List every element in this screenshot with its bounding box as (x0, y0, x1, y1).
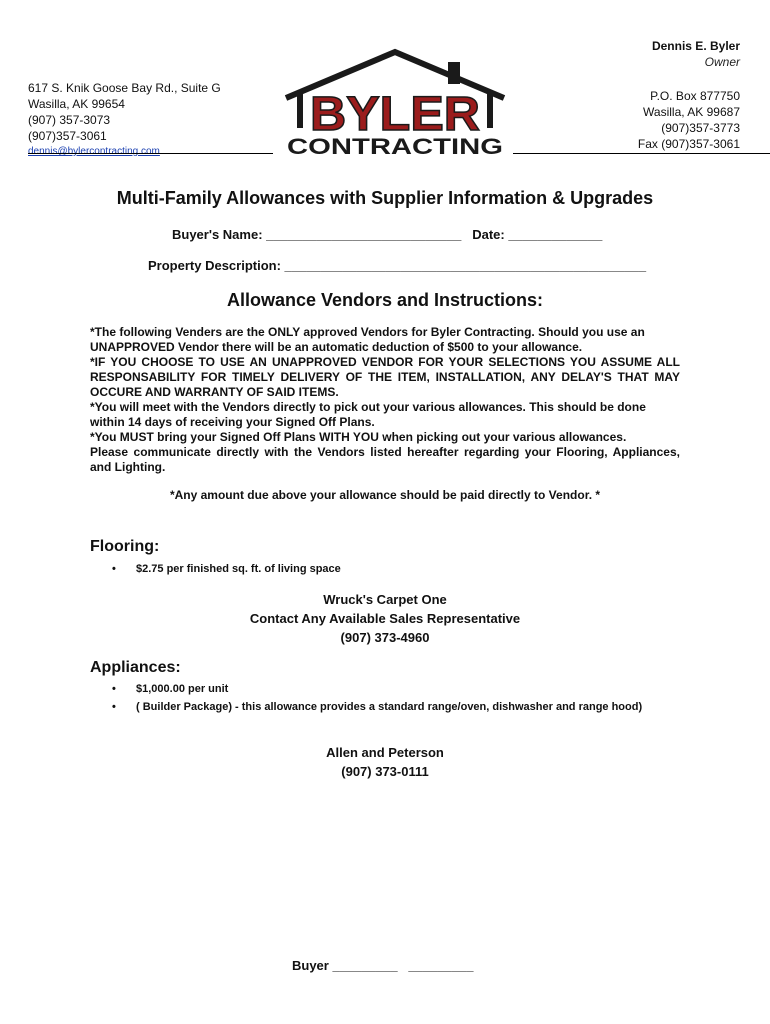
instruction-paragraph: *You will meet with the Vendors directly to pick out your various allowances. This should be done within 14 days of receiving your Signed Off Plans. (90, 400, 646, 429)
email-link[interactable]: dennis@bylercontracting.com (28, 146, 160, 157)
list-item (112, 560, 341, 578)
logo-contracting-text: CONTRACTING (287, 134, 503, 158)
header-divider-right (513, 153, 770, 154)
city-address: Wasilla, AK 99654 (28, 97, 125, 111)
owner-title: Owner (704, 55, 740, 69)
property-description-field[interactable]: __________________________________________________ (284, 258, 647, 273)
flooring-allowance-text: $2.75 per finished sq. ft. of living space (136, 563, 341, 575)
appliance-package-text: ( Builder Package) - this allowance provides a standard range/oven, dishwasher and range hood) (136, 701, 643, 713)
buyer-signature-label: Buyer (292, 958, 329, 973)
po-phone: (907)357-3773 (661, 121, 740, 135)
street-address: 617 S. Knik Goose Bay Rd., Suite G (28, 81, 221, 95)
appliances-bullets (112, 680, 642, 716)
appliance-allowance-text: $1,000.00 per unit (136, 683, 229, 695)
right-contact-block (638, 88, 740, 152)
chimney (448, 62, 460, 84)
instruction-paragraph: *IF YOU CHOOSE TO USE AN UNAPPROVED VENDOR FOR YOUR SELECTIONS YOU ASSUME ALL RESPONSABILITY FOR TIMELY DELIVERY OF THE ITEM, INSTALLATION, ANY DELAY'S THAT MAY OCCURE AND WARRANTY OF SAID ITEMS. (90, 355, 680, 399)
instructions-heading: Allowance Vendors and Instructions: (226, 290, 544, 310)
owner-block (652, 38, 740, 70)
vendor-contact: Contact Any Available Sales Representative (249, 611, 521, 626)
list-item (112, 698, 642, 716)
appliances-heading: Appliances: (90, 659, 181, 676)
buyer-initials-field[interactable]: _________ (408, 958, 474, 973)
po-fax: Fax (907)357-3061 (637, 137, 740, 151)
vendor-name: Wruck's Carpet One (323, 592, 447, 607)
instructions-body (90, 325, 680, 475)
vendor-phone: (907) 373-0111 (341, 764, 429, 779)
flooring-heading: Flooring: (90, 538, 160, 555)
buyer-name-label: Buyer's Name: (172, 227, 263, 242)
property-description-label: Property Description: (148, 258, 281, 273)
buyer-signature-line (292, 958, 473, 973)
vendor-phone: (907) 373-4960 (340, 630, 430, 645)
buyer-signature-field[interactable]: _________ (332, 958, 398, 973)
byler-contracting-logo (280, 48, 510, 158)
logo-byler-text: BYLER (310, 88, 480, 141)
buyer-date-line (172, 227, 602, 242)
flooring-vendor (0, 590, 770, 647)
fax-number: (907)357-3061 (28, 129, 107, 143)
property-description-line (148, 258, 646, 273)
vendor-name: Allen and Peterson (326, 745, 444, 760)
buyer-name-field[interactable]: ___________________________ (266, 227, 462, 242)
instruction-paragraph: Please communicate directly with the Vendors listed hereafter regarding your Flooring, Appliances, and Lighting. (90, 445, 680, 474)
allowance-note: *Any amount due above your allowance should be paid directly to Vendor. * (169, 488, 601, 502)
page-title: Multi-Family Allowances with Supplier Information & Upgrades (116, 188, 654, 208)
po-city: Wasilla, AK 99687 (643, 105, 740, 119)
date-field[interactable]: _____________ (508, 227, 603, 242)
instruction-paragraph: *The following Venders are the ONLY approved Vendors for Byler Contracting. Should you use an UNAPPROVED Vendor there will be an automatic deduction of $500 to your allowance. (90, 325, 645, 354)
po-box: P.O. Box 877750 (650, 89, 740, 103)
bullet-icon: • (112, 683, 116, 695)
list-item (112, 680, 642, 698)
header-divider-left (28, 153, 273, 154)
flooring-bullets (112, 560, 341, 578)
appliances-vendor (0, 743, 770, 781)
date-label: Date: (472, 227, 505, 242)
bullet-icon: • (112, 701, 116, 713)
phone-number: (907) 357-3073 (28, 113, 111, 127)
instruction-paragraph: *You MUST bring your Signed Off Plans WITH YOU when picking out your various allowances. (90, 430, 627, 444)
owner-name: Dennis E. Byler (651, 39, 740, 53)
left-contact-block (28, 80, 221, 160)
bullet-icon: • (112, 563, 116, 575)
